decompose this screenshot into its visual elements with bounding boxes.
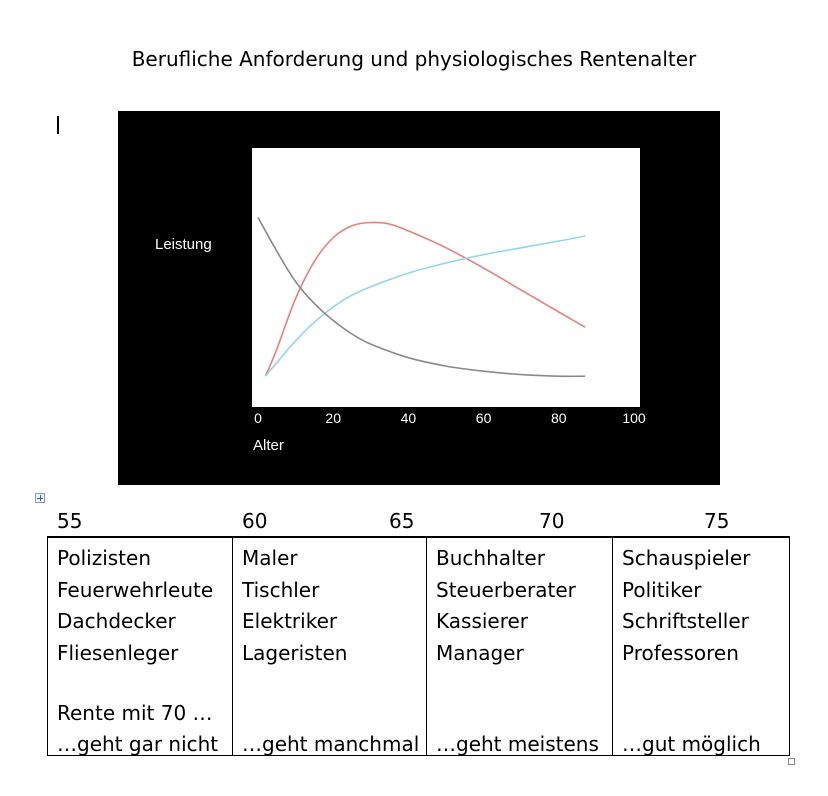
age-label-60: 60 bbox=[242, 509, 268, 533]
table-cell-item: Professoren bbox=[622, 640, 739, 665]
table-cell-item: Lageristen bbox=[242, 640, 348, 665]
table-cell-item: Schriftsteller bbox=[622, 609, 749, 633]
table-cell-item: Steuerberater bbox=[436, 577, 576, 602]
age-label-55: 55 bbox=[57, 509, 83, 533]
age-label-75: 75 bbox=[704, 509, 730, 533]
plot-area bbox=[252, 148, 640, 407]
table-cell-verdict: …gut möglich bbox=[622, 732, 761, 756]
text-cursor bbox=[57, 116, 59, 134]
y-axis-label: Leistung bbox=[155, 236, 212, 253]
x-tick-label: 100 bbox=[622, 410, 646, 426]
age-label-65: 65 bbox=[389, 509, 415, 533]
table-cell-item: Manager bbox=[436, 640, 524, 665]
table-cell-item: Dachdecker bbox=[57, 609, 176, 633]
table-cell-item: Tischler bbox=[242, 577, 320, 602]
x-tick-label: 40 bbox=[400, 410, 417, 426]
chart-image bbox=[118, 111, 720, 485]
document-title: Berufliche Anforderung und physiologisches Rentenalter bbox=[131, 47, 697, 71]
table-cell-verdict: …geht gar nicht bbox=[57, 732, 219, 756]
x-tick-label: 80 bbox=[551, 410, 567, 426]
table-column-70 bbox=[427, 538, 613, 755]
table-resize-handle[interactable] bbox=[788, 758, 795, 765]
table-cell-verdict: …geht meistens bbox=[436, 732, 599, 756]
table-column-75 bbox=[613, 538, 789, 755]
table-cell-item: Kassierer bbox=[436, 609, 529, 633]
table-cell-item: Buchhalter bbox=[436, 546, 545, 570]
table-cell-item: Schauspieler bbox=[622, 546, 751, 570]
table-cell-item: Maler bbox=[242, 546, 298, 570]
table-cell-item: Feuerwehrleute bbox=[57, 577, 214, 602]
x-axis-label: Alter bbox=[253, 437, 284, 454]
table-column-60 bbox=[233, 538, 427, 755]
table-move-handle[interactable] bbox=[35, 493, 45, 503]
table-cell-note: Rente mit 70 … bbox=[57, 701, 213, 725]
x-tick-label: 60 bbox=[475, 410, 492, 426]
table-cell-item: Politiker bbox=[622, 577, 702, 602]
table-column-55 bbox=[48, 538, 233, 755]
x-tick-label: 20 bbox=[325, 410, 341, 426]
table-cell-item: Fliesenleger bbox=[57, 640, 179, 665]
chart-svg bbox=[118, 111, 720, 485]
x-tick-label: 0 bbox=[254, 410, 262, 426]
table-cell-item: Elektriker bbox=[242, 609, 338, 633]
age-label-70: 70 bbox=[539, 509, 565, 533]
table-cell-verdict: …geht manchmal bbox=[242, 732, 420, 756]
occupation-table bbox=[47, 536, 790, 756]
table-cell-item: Polizisten bbox=[57, 546, 151, 570]
x-tick-labels bbox=[254, 410, 646, 426]
